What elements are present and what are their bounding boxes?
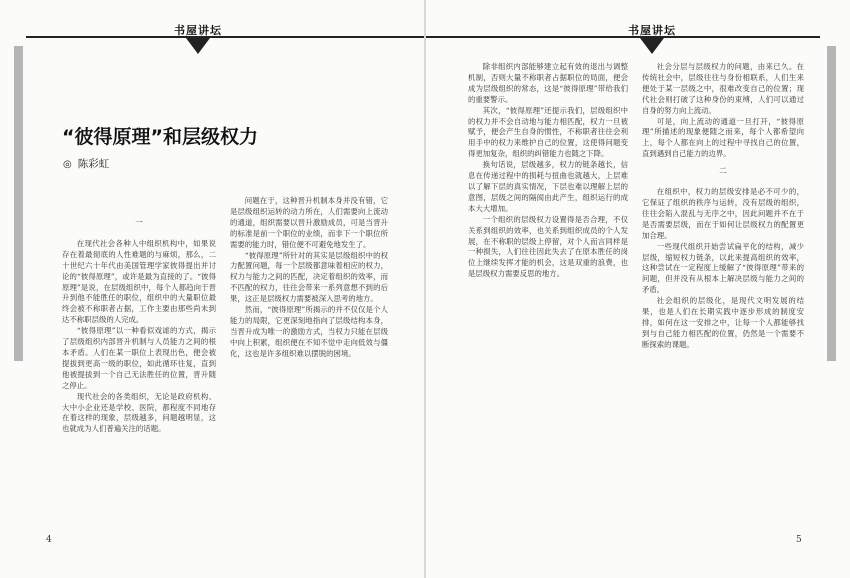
body-paragraph: “彼得原理”以一种看似戏谑的方式，揭示了层级组织内部晋升机制与人员能力之间的根本矛盾。人们在某一职位上表现出色，便会被提拔到更高一级的职位，如此循环往复，直到他被提拔到一个自己无法胜任的位置，晋升随之停止。 (62, 326, 216, 390)
author-mark: ◎ (63, 159, 72, 170)
right-header-title: 书屋讲坛 (628, 24, 676, 37)
right-header-rule (426, 36, 820, 38)
left-page-number: 4 (46, 535, 52, 545)
left-header-title: 书屋讲坛 (174, 24, 222, 37)
right-header-triangle (640, 38, 664, 54)
article-title: “彼得原理”和层级权力 (62, 126, 258, 148)
left-margin-bar (14, 46, 23, 361)
author-name: 陈彩虹 (77, 158, 110, 170)
left-column-2 (230, 196, 388, 534)
body-paragraph: 现代社会的各类组织，无论是政府机构、大中小企业还是学校、医院，都程度不同地存在着这样的现象，层级越多，问题越明显，这也就成为人们普遍关注的话题。 (62, 391, 216, 434)
right-page-number: 5 (796, 535, 802, 545)
section-number: 一 (135, 218, 143, 227)
body-paragraph: 在现代社会各种人中组织机构中，如果说存在着最彻底的人性难题的与麻烦，那么，二十世纪六十年代由美国管理学家彼得提出并讨论的“彼得原理”，或许是最为直接的了。“彼得原理”是说，在层级组织中，每个人都趋向于晋升到他不能胜任的职位，组织中的大量职位最终会被不称职者占据，工作主要由那些尚未到达不称职层级的人完成。 (62, 238, 216, 325)
body-paragraph: 问题在于，这种晋升机制本身并没有错，它是层级组织运转的动力所在，人们需要向上流动的通道，组织需要以晋升激励成员，可是当晋升的标准是前一个职位的业绩，而非下一个职位所需要的能力时，错位便不可避免地发生了。 (230, 196, 388, 249)
left-column-1 (62, 212, 216, 534)
body-paragraph: “彼得原理”所针对的其实是层级组织中的权力配置问题，每一个层级都意味着相应的权力，权力与能力之间的匹配，决定着组织的效率，而不匹配的权力，往往会带来一系列意想不到的后果，这正是层级权力需要被深入思考的地方。 (230, 250, 388, 304)
body-paragraph: 在组织中，权力的层级安排是必不可少的，它保证了组织的秩序与运转，没有层级的组织，往往会陷入混乱与无序之中，因此问题并不在于是否需要层级，而在于如何让层级权力的配置更加合理。 (642, 187, 804, 240)
body-paragraph: 一个组织的层级权力设置得是否合理，不仅关系到组织的效率，也关系到组织成员的个人发展，在不称职的层级上停留，对个人而言同样是一种损失，人们往往因此失去了在原本胜任的岗位上继续发挥才能的机会，这是双重的浪费，也是层级权力需要反思的地方。 (468, 214, 628, 279)
right-margin-bar (827, 46, 836, 361)
body-paragraph: 换句话说，层级越多，权力的链条越长，信息在传递过程中的损耗与扭曲也就越大，上层难以了解下层的真实情况，下层也难以理解上层的意图，层级之间的隔阂由此产生，组织运行的成本大大增加。 (468, 160, 628, 213)
right-page (426, 0, 850, 578)
body-paragraph: 可是，向上流动的通道一旦打开，“彼得原理”所描述的现象便随之而来，每个人都希望向上，每个人都在向上的过程中寻找自己的位置，直到遇到自己能力的边界。 (642, 116, 804, 159)
body-paragraph: 其次，“彼得原理”还提示我们，层级组织中的权力并不会自动地与能力相匹配，权力一旦被赋予，便会产生自身的惯性，不称职者往往会利用手中的权力来维护自己的位置，这使得问题变得更加复杂，组织的纠错能力也随之下降。 (468, 105, 628, 159)
author-line (63, 156, 109, 171)
left-header-rule (26, 36, 424, 38)
section-number: 二 (719, 166, 727, 176)
body-paragraph: 除非组织内部能够建立起有效的退出与调整机制，否则大量不称职者占据职位的局面，便会成为层级组织的常态，这是“彼得原理”带给我们的重要警示。 (468, 62, 628, 104)
body-paragraph: 社会组织的层级化，是现代文明发展的结果，也是人们在长期实践中逐步形成的制度安排，如何在这一安排之中，让每一个人都能够找到与自己能力相匹配的位置，仍然是一个需要不断探索的课题。 (642, 296, 804, 349)
right-column-2 (642, 62, 804, 540)
left-header-triangle (186, 38, 210, 54)
body-paragraph: 然而，“彼得原理”所揭示的并不仅仅是个人能力的局限，它更深刻地指向了层级结构本身，当晋升成为唯一的激励方式，当权力只能在层级中向上积累，组织便在不知不觉中走向低效与僵化，这也是许多组织难以摆脱的困境。 (230, 305, 388, 358)
left-page (0, 0, 424, 578)
body-paragraph: 社会分层与层级权力的问题，由来已久。在传统社会中，层级往往与身份相联系，人们生来便处于某一层级之中，很难改变自己的位置；现代社会则打破了这种身份的束缚，人们可以通过自身的努力向上流动。 (642, 62, 804, 115)
right-column-1 (468, 62, 628, 540)
body-paragraph: 一些现代组织开始尝试扁平化的结构，减少层级，缩短权力链条，以此来提高组织的效率，这种尝试在一定程度上缓解了“彼得原理”带来的问题，但并没有从根本上解决层级与能力之间的矛盾。 (642, 241, 804, 295)
